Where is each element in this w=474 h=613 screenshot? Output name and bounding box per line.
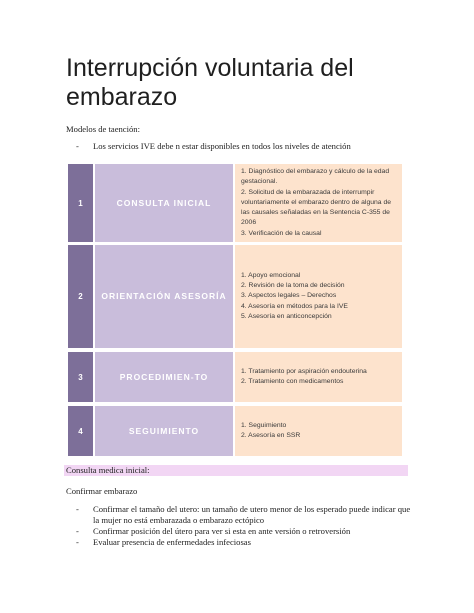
- page-title: Interrupción voluntaria del embarazo: [66, 54, 354, 111]
- dash-bullet: -: [76, 526, 79, 536]
- confirmar-heading: Confirmar embarazo: [66, 486, 138, 496]
- dash-bullet: -: [76, 141, 79, 151]
- list-item: 3. Aspectos legales – Derechos: [241, 292, 337, 300]
- row-number: 3: [68, 352, 93, 402]
- models-label: Modelos de taención:: [66, 124, 140, 134]
- row-number: 4: [68, 406, 93, 456]
- dash-bullet: -: [76, 537, 79, 547]
- row-stage-name: PROCEDIMIEN-TO: [95, 352, 233, 402]
- list-item-text: Confirmar posición del útero para ver si esta en ante versión o retroversión: [93, 526, 351, 536]
- list-item: 1. Apoyo emocional: [241, 271, 301, 279]
- row-items: [235, 164, 402, 242]
- care-levels-table: [68, 164, 402, 456]
- row-items: [235, 406, 402, 456]
- list-item: 2. Tratamiento con medicamentos: [241, 378, 344, 385]
- list-item-text: Evaluar presencia de enfermedades infeciosas: [93, 537, 251, 547]
- services-list: [76, 141, 351, 152]
- list-item: [76, 537, 416, 548]
- row-items: [235, 245, 402, 348]
- row-number: 2: [68, 245, 93, 348]
- row-number: 1: [68, 164, 93, 242]
- row-items: [235, 352, 402, 402]
- row-stage-name: CONSULTA INICIAL: [95, 164, 233, 242]
- list-item: 1. Tratamiento por aspiración endouterina: [241, 367, 367, 375]
- list-item: 2. Solicitud de la embarazada de interrumpir voluntariamente el embarazo dentro de alguna de las causales señaladas en la Sentencia C-355 de 2006: [241, 188, 392, 227]
- list-item: 5. Asesoría en anticoncepción: [241, 312, 332, 320]
- list-item: 1. Seguimiento: [241, 421, 287, 429]
- consulta-heading: Consulta medica inicial:: [66, 465, 150, 475]
- list-item: 1. Diagnóstico del embarazo y cálculo de la edad gestacional.: [241, 168, 390, 186]
- list-item: 2. Asesoría en SSR: [241, 432, 301, 439]
- row-stage-name: SEGUIMIENTO: [95, 406, 233, 456]
- list-item-text: Confirmar el tamaño del utero: un tamaño de utero menor de los esperado puede indicar que la mujer no está embarazada o embarazo ectópico: [93, 504, 411, 525]
- table-row: [68, 245, 402, 348]
- list-item: [76, 504, 416, 526]
- table-row: [68, 352, 402, 402]
- list-item: 4. Asesoría en métodos para la IVE: [241, 302, 348, 310]
- exam-list: [76, 504, 416, 548]
- list-item: 3. Verificación de la causal: [241, 229, 322, 237]
- list-item: [76, 526, 416, 537]
- list-item: [76, 141, 351, 152]
- row-stage-name: ORIENTACIÓN ASESORÍA: [95, 245, 233, 348]
- table-row: [68, 406, 402, 456]
- dash-bullet: -: [76, 504, 79, 514]
- list-item-text: Los servicios IVE debe n estar disponibles en todos los niveles de atención: [93, 141, 351, 151]
- table-row: [68, 164, 402, 242]
- list-item: 2. Revisión de la toma de decisión: [241, 282, 345, 290]
